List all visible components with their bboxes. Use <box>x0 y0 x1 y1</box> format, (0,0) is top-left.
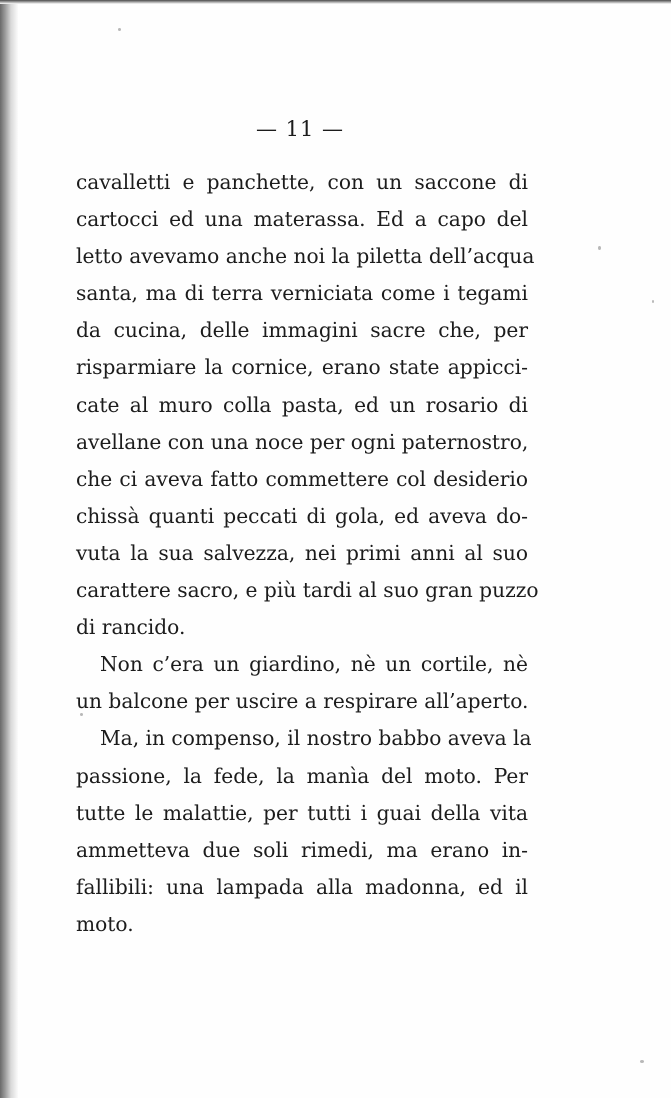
text-line: cartocci ed una materassa. Ed a capo del <box>76 207 528 232</box>
text-line: tutte le malattie, per tutti i guai della vita <box>76 800 528 825</box>
paper-speck <box>640 1060 644 1063</box>
text-line: di rancido. <box>76 615 186 640</box>
text-line: letto avevamo anche noi la piletta dell’acqua <box>76 244 535 269</box>
body-text <box>76 164 539 943</box>
text-line: carattere sacro, e più tardi al suo gran puzzo <box>76 578 539 603</box>
paper-speck <box>652 300 654 303</box>
text-line: avellane con una noce per ogni paternostro, <box>76 429 529 454</box>
text-line: ammetteva due soli rimedi, ma erano in- <box>76 837 528 862</box>
paper-speck <box>118 28 121 31</box>
text-line: Ma, in compenso, il nostro babbo aveva la <box>100 726 532 751</box>
text-line: cavalletti e panchette, con un saccone di <box>76 170 528 194</box>
text-line: da cucina, delle immagini sacre che, per <box>76 318 528 343</box>
text-line: Non c’era un giardino, nè un cortile, nè <box>100 652 528 677</box>
text-line: santa, ma di terra verniciata come i tegami <box>76 281 528 306</box>
text-line: risparmiare la cornice, erano state appicci- <box>76 355 528 380</box>
paper-speck <box>598 246 601 250</box>
page-spine-shadow <box>0 0 18 1098</box>
text-line: cate al muro colla pasta, ed un rosario di <box>76 392 528 417</box>
page-top-edge <box>0 0 671 4</box>
page-number: — 11 — <box>255 117 345 141</box>
text-line: un balcone per uscire a respirare all’aperto. <box>76 689 529 714</box>
text-line: fallibili: una lampada alla madonna, ed il <box>76 874 528 899</box>
text-line: moto. <box>76 911 134 936</box>
text-line: che ci aveva fatto commettere col desiderio <box>76 466 528 491</box>
text-line: vuta la sua salvezza, nei primi anni al suo <box>76 540 528 565</box>
text-line: passione, la fede, la manìa del moto. Per <box>76 763 528 788</box>
text-line: chissà quanti peccati di gola, ed aveva do- <box>76 503 528 528</box>
